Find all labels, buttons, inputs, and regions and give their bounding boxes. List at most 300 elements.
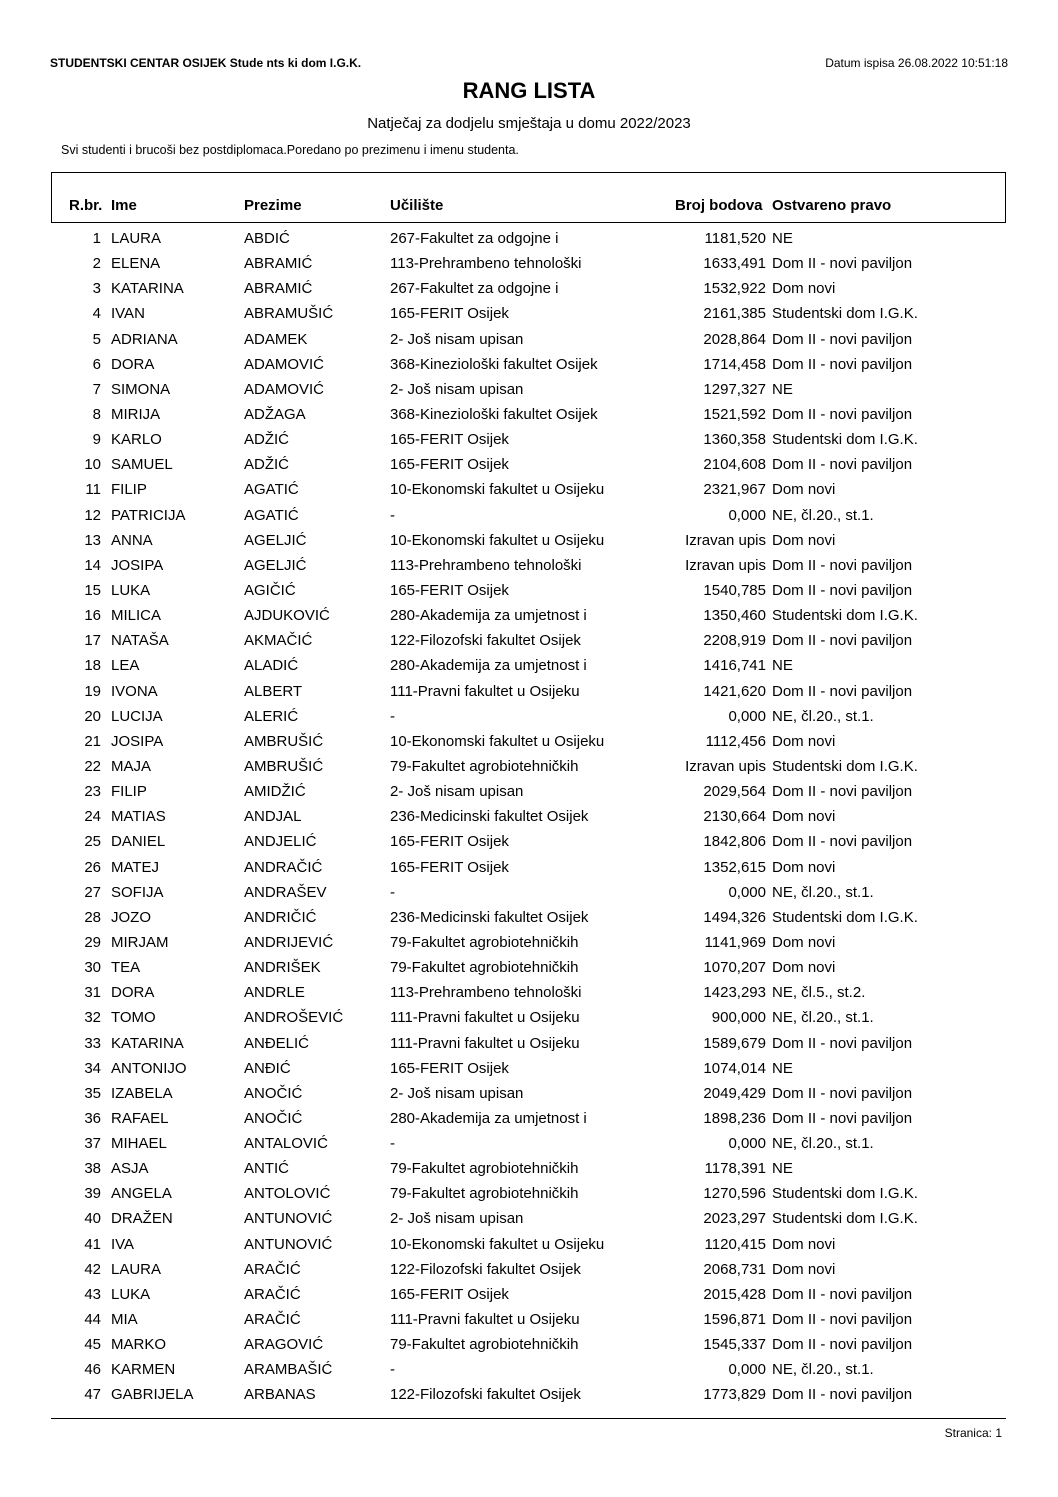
cell-prezime: ANTUNOVIĆ [244, 1210, 333, 1228]
table-row [0, 1181, 1058, 1206]
table-row [0, 980, 1058, 1005]
cell-ime: LAURA [111, 230, 162, 247]
table-row [0, 729, 1058, 754]
cell-rbr: 22 [84, 757, 101, 775]
cell-rbr: 41 [84, 1235, 101, 1253]
cell-pravo: Dom novi [772, 531, 836, 549]
cell-bodovi: Izravan upis [685, 556, 766, 574]
col-head-bodovi: Broj bodova [675, 197, 763, 214]
cell-pravo: NE, čl.20., st.1. [772, 707, 874, 725]
cell-ime: LUCIJA [111, 707, 163, 725]
cell-pravo: NE [772, 657, 793, 675]
cell-pravo: Dom novi [772, 280, 836, 298]
cell-uciliste: 165-FERIT Osijek [390, 833, 509, 851]
cell-uciliste: - [390, 883, 395, 901]
cell-pravo: Studentski dom I.G.K. [772, 431, 918, 449]
table-row [0, 1156, 1058, 1181]
cell-uciliste: 79-Fakultet agrobiotehničkih [390, 959, 579, 977]
cell-uciliste: - [390, 506, 395, 524]
col-head-ime: Ime [111, 197, 137, 214]
table-row [0, 880, 1058, 905]
cell-prezime: ABDIĆ [244, 230, 290, 247]
cell-pravo: Dom novi [772, 732, 836, 750]
cell-rbr: 7 [92, 380, 101, 398]
cell-prezime: ANDRIJEVIĆ [244, 933, 334, 951]
cell-prezime: ANTUNOVIĆ [244, 1235, 333, 1253]
cell-prezime: ANDRLE [244, 984, 305, 1002]
cell-pravo: Dom novi [772, 1260, 836, 1278]
page-number: Stranica: 1 [944, 1426, 1002, 1440]
cell-prezime: ANDJAL [244, 808, 302, 826]
table-row [0, 1081, 1058, 1106]
cell-bodovi: 1423,293 [703, 984, 766, 1002]
table-row [0, 553, 1058, 578]
cell-rbr: 30 [84, 959, 101, 977]
cell-pravo: Dom II - novi paviljon [772, 1109, 913, 1127]
cell-rbr: 1 [92, 230, 101, 247]
cell-bodovi: 1633,491 [703, 255, 766, 273]
cell-pravo: Studentski dom I.G.K. [772, 607, 918, 625]
cell-prezime: ABRAMUŠIĆ [244, 305, 334, 323]
cell-bodovi: 1360,358 [703, 431, 766, 449]
cell-uciliste: 79-Fakultet agrobiotehničkih [390, 1185, 579, 1203]
cell-ime: SIMONA [111, 380, 171, 398]
cell-pravo: Dom II - novi paviljon [772, 1386, 913, 1404]
cell-ime: ELENA [111, 255, 161, 273]
cell-rbr: 14 [84, 556, 101, 574]
cell-prezime: ARAČIĆ [244, 1285, 301, 1303]
cell-ime: ANTONIJO [111, 1059, 187, 1077]
col-head-prezime: Prezime [244, 197, 302, 214]
cell-pravo: Dom II - novi paviljon [772, 355, 913, 373]
table-row [0, 503, 1058, 528]
cell-uciliste: 2- Još nisam upisan [390, 1210, 524, 1228]
cell-rbr: 13 [84, 531, 101, 549]
cell-uciliste: 280-Akademija za umjetnost i [390, 657, 587, 675]
ranking-table [0, 226, 1058, 1408]
cell-pravo: NE [772, 230, 793, 247]
cell-pravo: NE, čl.5., st.2. [772, 984, 866, 1002]
table-row [0, 1332, 1058, 1357]
cell-bodovi: 1141,969 [704, 933, 766, 951]
cell-pravo: NE, čl.20., st.1. [772, 1135, 874, 1153]
cell-rbr: 15 [84, 581, 101, 599]
cell-ime: MIHAEL [111, 1135, 167, 1153]
cell-rbr: 36 [84, 1109, 101, 1127]
cell-uciliste: 113-Prehrambeno tehnološki [390, 556, 582, 574]
cell-prezime: ALADIĆ [244, 657, 299, 675]
cell-uciliste: 111-Pravni fakultet u Osijeku [390, 1009, 580, 1027]
table-row [0, 251, 1058, 276]
cell-bodovi: 2029,564 [703, 783, 766, 801]
cell-bodovi: 2015,428 [703, 1285, 766, 1303]
cell-prezime: ANDRAČIĆ [244, 858, 323, 876]
cell-uciliste: 2- Još nisam upisan [390, 380, 524, 398]
cell-pravo: Dom II - novi paviljon [772, 255, 913, 273]
table-row [0, 855, 1058, 880]
cell-bodovi: 2321,967 [703, 481, 766, 499]
cell-pravo: Dom novi [772, 1235, 836, 1253]
cell-prezime: AGELJIĆ [244, 531, 307, 549]
cell-rbr: 46 [84, 1361, 101, 1379]
cell-bodovi: 1297,327 [703, 380, 766, 398]
cell-bodovi: 1070,207 [703, 959, 766, 977]
cell-pravo: Dom II - novi paviljon [772, 1311, 913, 1329]
cell-uciliste: 267-Fakultet za odgojne i [390, 230, 559, 247]
cell-bodovi: 0,000 [728, 506, 766, 524]
cell-ime: KATARINA [111, 280, 184, 298]
cell-bodovi: 0,000 [728, 1361, 766, 1379]
cell-bodovi: 1350,460 [703, 607, 766, 625]
cell-bodovi: Izravan upis [685, 757, 766, 775]
cell-ime: KATARINA [111, 1034, 184, 1052]
cell-rbr: 44 [84, 1311, 101, 1329]
cell-prezime: AJDUKOVIĆ [244, 607, 330, 625]
cell-uciliste: 165-FERIT Osijek [390, 305, 509, 323]
table-row [0, 1307, 1058, 1332]
cell-ime: ANGELA [111, 1185, 172, 1203]
cell-prezime: ANĐIĆ [244, 1059, 291, 1077]
cell-bodovi: 2068,731 [703, 1260, 766, 1278]
cell-prezime: ANTIĆ [244, 1160, 289, 1178]
cell-uciliste: 113-Prehrambeno tehnološki [390, 255, 582, 273]
cell-prezime: ADŽIĆ [244, 431, 289, 449]
cell-pravo: Dom II - novi paviljon [772, 1285, 913, 1303]
cell-pravo: Dom II - novi paviljon [772, 783, 913, 801]
cell-pravo: NE, čl.20., st.1. [772, 1009, 874, 1027]
cell-rbr: 42 [84, 1260, 101, 1278]
cell-uciliste: 2- Još nisam upisan [390, 783, 524, 801]
cell-uciliste: - [390, 1361, 395, 1379]
cell-prezime: ADŽIĆ [244, 456, 289, 474]
cell-pravo: NE, čl.20., st.1. [772, 1361, 874, 1379]
cell-pravo: NE [772, 380, 793, 398]
table-row [0, 955, 1058, 980]
cell-ime: FILIP [111, 481, 147, 499]
cell-rbr: 43 [84, 1285, 101, 1303]
cell-rbr: 28 [84, 908, 101, 926]
print-date: Datum ispisa 26.08.2022 10:51:18 [825, 56, 1008, 70]
cell-bodovi: 1596,871 [703, 1311, 766, 1329]
table-row [0, 352, 1058, 377]
cell-prezime: ANDRIČIĆ [244, 908, 317, 926]
table-row [0, 528, 1058, 553]
cell-rbr: 27 [84, 883, 101, 901]
cell-ime: LEA [111, 657, 140, 675]
cell-prezime: ALERIĆ [244, 707, 299, 725]
cell-ime: LAURA [111, 1260, 162, 1278]
cell-rbr: 4 [92, 305, 101, 323]
cell-rbr: 17 [84, 632, 101, 650]
cell-uciliste: - [390, 707, 395, 725]
cell-ime: PATRICIJA [111, 506, 186, 524]
cell-ime: DORA [111, 984, 155, 1002]
cell-pravo: Dom II - novi paviljon [772, 330, 913, 348]
cell-ime: GABRIJELA [111, 1386, 194, 1404]
cell-pravo: NE, čl.20., st.1. [772, 883, 874, 901]
cell-rbr: 37 [84, 1135, 101, 1153]
cell-bodovi: 1494,326 [703, 908, 766, 926]
cell-prezime: AMBRUŠIĆ [244, 757, 324, 775]
cell-prezime: AGATIĆ [244, 506, 299, 524]
table-row [0, 779, 1058, 804]
cell-bodovi: 1352,615 [703, 858, 766, 876]
cell-prezime: ANOČIĆ [244, 1084, 303, 1102]
cell-prezime: ARAMBAŠIĆ [244, 1361, 333, 1379]
cell-ime: ADRIANA [111, 330, 178, 348]
table-row [0, 603, 1058, 628]
table-row [0, 276, 1058, 301]
table-row [0, 327, 1058, 352]
cell-bodovi: 0,000 [728, 883, 766, 901]
cell-rbr: 6 [92, 355, 101, 373]
cell-rbr: 45 [84, 1336, 101, 1354]
cell-bodovi: 1120,415 [704, 1235, 766, 1253]
cell-ime: ANNA [111, 531, 153, 549]
cell-bodovi: Izravan upis [685, 531, 766, 549]
cell-ime: LUKA [111, 581, 151, 599]
cell-ime: SOFIJA [111, 883, 164, 901]
cell-uciliste: 79-Fakultet agrobiotehničkih [390, 1336, 579, 1354]
table-row [0, 804, 1058, 829]
cell-ime: MILICA [111, 607, 162, 625]
cell-rbr: 19 [84, 682, 101, 700]
cell-bodovi: 900,000 [711, 1009, 766, 1027]
cell-prezime: ADAMOVIĆ [244, 355, 325, 373]
cell-uciliste: 165-FERIT Osijek [390, 1059, 509, 1077]
cell-bodovi: 1589,679 [703, 1034, 766, 1052]
cell-pravo: Dom II - novi paviljon [772, 581, 913, 599]
cell-ime: MIRJAM [111, 933, 169, 951]
cell-bodovi: 1714,458 [703, 355, 766, 373]
cell-pravo: Dom II - novi paviljon [772, 682, 913, 700]
cell-uciliste: 165-FERIT Osijek [390, 581, 509, 599]
cell-bodovi: 1181,520 [704, 230, 766, 247]
cell-uciliste: 165-FERIT Osijek [390, 456, 509, 474]
table-row [0, 1206, 1058, 1231]
cell-ime: MARKO [111, 1336, 167, 1354]
cell-pravo: Dom II - novi paviljon [772, 556, 913, 574]
col-head-rbr: R.br. [69, 197, 103, 214]
cell-ime: NATAŠA [111, 632, 169, 650]
cell-ime: KARLO [111, 431, 162, 449]
cell-rbr: 18 [84, 657, 101, 675]
table-row [0, 1031, 1058, 1056]
cell-uciliste: 10-Ekonomski fakultet u Osijeku [390, 1235, 605, 1253]
list-note: Svi studenti i brucoši bez postdiplomaca.Poredano po prezimenu i imenu studenta. [61, 143, 519, 157]
cell-uciliste: 165-FERIT Osijek [390, 858, 509, 876]
cell-prezime: ANTALOVIĆ [244, 1135, 328, 1153]
cell-pravo: Dom II - novi paviljon [772, 1084, 913, 1102]
cell-uciliste: 368-Kineziološki fakultet Osijek [390, 355, 598, 373]
cell-pravo: NE [772, 1059, 793, 1077]
cell-pravo: Studentski dom I.G.K. [772, 908, 918, 926]
cell-bodovi: 2130,664 [703, 808, 766, 826]
cell-rbr: 3 [92, 280, 101, 298]
cell-bodovi: 1540,785 [703, 581, 766, 599]
cell-pravo: Dom novi [772, 858, 836, 876]
cell-pravo: Dom II - novi paviljon [772, 456, 913, 474]
table-row [0, 1232, 1058, 1257]
table-row [0, 377, 1058, 402]
cell-ime: IVA [111, 1235, 135, 1253]
cell-rbr: 39 [84, 1185, 101, 1203]
cell-ime: ASJA [111, 1160, 149, 1178]
cell-prezime: ADAMOVIĆ [244, 380, 325, 398]
cell-ime: MAJA [111, 757, 152, 775]
cell-pravo: Dom II - novi paviljon [772, 405, 913, 423]
cell-pravo: Dom novi [772, 959, 836, 977]
cell-rbr: 12 [84, 506, 101, 524]
cell-ime: MATEJ [111, 858, 160, 876]
cell-bodovi: 2028,864 [703, 330, 766, 348]
cell-prezime: ARAČIĆ [244, 1260, 301, 1278]
cell-prezime: ANDROŠEVIĆ [244, 1009, 344, 1027]
col-head-uciliste: Učilište [390, 197, 444, 214]
cell-rbr: 11 [85, 481, 101, 499]
cell-bodovi: 2208,919 [703, 632, 766, 650]
cell-pravo: Studentski dom I.G.K. [772, 1210, 918, 1228]
cell-rbr: 21 [84, 732, 101, 750]
cell-prezime: ANDJELIĆ [244, 833, 317, 851]
cell-rbr: 25 [84, 833, 101, 851]
cell-bodovi: 0,000 [728, 707, 766, 725]
cell-prezime: ABRAMIĆ [244, 280, 313, 298]
cell-ime: IVONA [111, 682, 158, 700]
cell-rbr: 20 [84, 707, 101, 725]
cell-rbr: 24 [84, 808, 101, 826]
cell-bodovi: 1416,741 [703, 657, 766, 675]
cell-rbr: 34 [84, 1059, 101, 1077]
table-row [0, 1357, 1058, 1382]
table-row [0, 1005, 1058, 1030]
cell-bodovi: 1112,456 [705, 732, 766, 750]
cell-uciliste: 2- Još nisam upisan [390, 1084, 524, 1102]
cell-rbr: 38 [84, 1160, 101, 1178]
cell-uciliste: 122-Filozofski fakultet Osijek [390, 1386, 581, 1404]
cell-pravo: NE [772, 1160, 793, 1178]
cell-uciliste: 122-Filozofski fakultet Osijek [390, 632, 581, 650]
cell-prezime: ARBANAS [244, 1386, 316, 1404]
cell-bodovi: 1521,592 [703, 405, 766, 423]
cell-ime: TOMO [111, 1009, 156, 1027]
cell-prezime: AGATIĆ [244, 481, 299, 499]
cell-rbr: 29 [84, 933, 101, 951]
cell-prezime: AMBRUŠIĆ [244, 732, 324, 750]
cell-bodovi: 0,000 [728, 1135, 766, 1153]
cell-bodovi: 2023,297 [703, 1210, 766, 1228]
table-row [0, 1257, 1058, 1282]
cell-ime: RAFAEL [111, 1109, 169, 1127]
cell-rbr: 47 [84, 1386, 101, 1404]
cell-ime: JOSIPA [111, 732, 164, 750]
table-row [0, 1106, 1058, 1131]
table-row [0, 226, 1058, 251]
page-subtitle: Natječaj za dodjelu smještaja u domu 2022/2023 [367, 115, 691, 132]
cell-prezime: AMIDŽIĆ [244, 783, 306, 801]
cell-uciliste: 165-FERIT Osijek [390, 431, 509, 449]
cell-uciliste: 111-Pravni fakultet u Osijeku [390, 1034, 580, 1052]
cell-rbr: 5 [92, 330, 101, 348]
cell-pravo: Dom II - novi paviljon [772, 632, 913, 650]
bottom-rule [51, 1418, 1006, 1419]
cell-prezime: ABRAMIĆ [244, 255, 313, 273]
table-row [0, 301, 1058, 326]
cell-uciliste: - [390, 1135, 395, 1153]
cell-pravo: Dom II - novi paviljon [772, 833, 913, 851]
cell-ime: SAMUEL [111, 456, 173, 474]
cell-ime: IZABELA [111, 1084, 173, 1102]
cell-pravo: Dom II - novi paviljon [772, 1034, 913, 1052]
cell-rbr: 32 [84, 1009, 101, 1027]
table-row [0, 402, 1058, 427]
cell-ime: DRAŽEN [111, 1210, 173, 1228]
cell-bodovi: 1773,829 [703, 1386, 766, 1404]
cell-pravo: Studentski dom I.G.K. [772, 1185, 918, 1203]
cell-ime: LUKA [111, 1285, 151, 1303]
cell-uciliste: 79-Fakultet agrobiotehničkih [390, 1160, 579, 1178]
cell-uciliste: 10-Ekonomski fakultet u Osijeku [390, 732, 605, 750]
cell-prezime: AGIČIĆ [244, 581, 296, 599]
table-row [0, 930, 1058, 955]
cell-rbr: 23 [84, 783, 101, 801]
cell-pravo: Dom novi [772, 481, 836, 499]
cell-pravo: Dom novi [772, 933, 836, 951]
cell-pravo: Studentski dom I.G.K. [772, 757, 918, 775]
cell-uciliste: 368-Kineziološki fakultet Osijek [390, 405, 598, 423]
cell-prezime: ANDRAŠEV [244, 883, 327, 901]
cell-uciliste: 122-Filozofski fakultet Osijek [390, 1260, 581, 1278]
cell-rbr: 26 [84, 858, 101, 876]
cell-uciliste: 267-Fakultet za odgojne i [390, 280, 559, 298]
cell-bodovi: 2049,429 [703, 1084, 766, 1102]
cell-uciliste: 111-Pravni fakultet u Osijeku [390, 682, 580, 700]
cell-prezime: ANĐELIĆ [244, 1034, 310, 1052]
cell-prezime: ANTOLOVIĆ [244, 1185, 331, 1203]
table-row [0, 427, 1058, 452]
cell-prezime: ARAČIĆ [244, 1311, 301, 1329]
cell-rbr: 2 [92, 255, 101, 273]
table-row [0, 1131, 1058, 1156]
table-row [0, 628, 1058, 653]
cell-prezime: ARAGOVIĆ [244, 1336, 324, 1354]
cell-prezime: ADŽAGA [244, 405, 306, 423]
cell-bodovi: 1842,806 [703, 833, 766, 851]
cell-pravo: NE, čl.20., st.1. [772, 506, 874, 524]
cell-ime: JOZO [111, 908, 151, 926]
cell-pravo: Dom novi [772, 808, 836, 826]
cell-ime: DANIEL [111, 833, 166, 851]
table-row [0, 679, 1058, 704]
table-row [0, 578, 1058, 603]
table-row [0, 653, 1058, 678]
table-row [0, 829, 1058, 854]
cell-uciliste: 236-Medicinski fakultet Osijek [390, 808, 589, 826]
cell-bodovi: 1074,014 [703, 1059, 766, 1077]
cell-bodovi: 2104,608 [703, 456, 766, 474]
cell-prezime: AKMAČIĆ [244, 632, 313, 650]
cell-rbr: 16 [84, 607, 101, 625]
cell-rbr: 33 [84, 1034, 101, 1052]
cell-rbr: 8 [92, 405, 101, 423]
cell-bodovi: 1532,922 [703, 280, 766, 298]
cell-bodovi: 1545,337 [703, 1336, 766, 1354]
cell-uciliste: 79-Fakultet agrobiotehničkih [390, 757, 579, 775]
cell-uciliste: 111-Pravni fakultet u Osijeku [390, 1311, 580, 1329]
page-title: RANG LISTA [462, 78, 596, 103]
cell-rbr: 40 [84, 1210, 101, 1228]
cell-uciliste: 2- Još nisam upisan [390, 330, 524, 348]
